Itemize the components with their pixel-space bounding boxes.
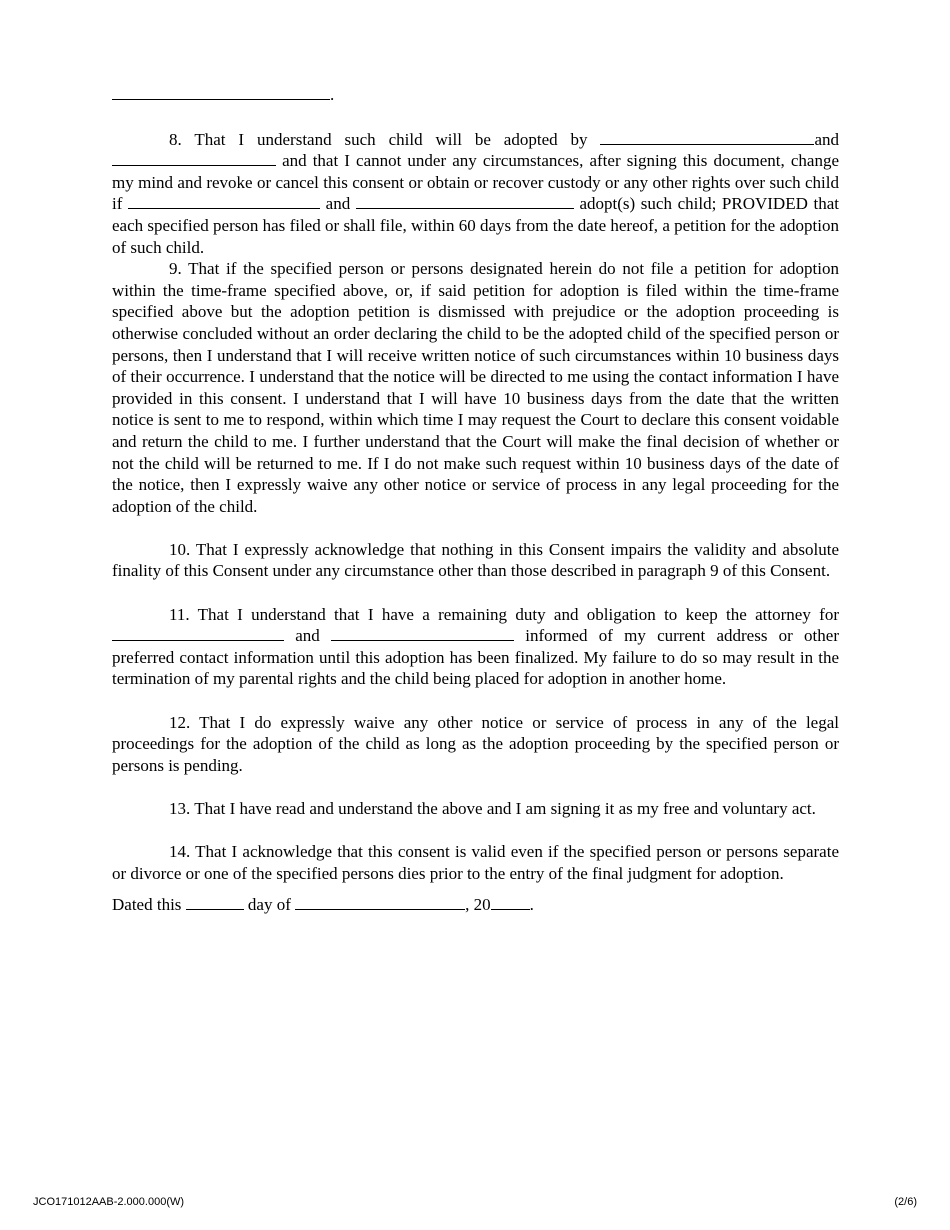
- document-body: [112, 84, 839, 916]
- paragraph-10: 10. That I expressly acknowledge that nothing in this Consent impairs the validity and absolute finality of this Consent under any circumstance other than those described in paragraph 9 of this Consent.: [112, 539, 839, 581]
- year-blank[interactable]: [491, 894, 530, 910]
- paragraph-14: 14. That I acknowledge that this consent is valid even if the specified person or persons separate or divorce or one of the specified persons dies prior to the entry of the final judgment for adoption.: [112, 842, 839, 883]
- adopter-2-name-blank[interactable]: [356, 193, 574, 209]
- continued-line: .: [112, 84, 839, 106]
- paragraph-12: 12. That I do expressly waive any other notice or service of process in any of the legal proceedings for the adoption of the child as long as the adoption proceeding by the specified person or persons is pending.: [112, 712, 839, 775]
- attorney-party-1-blank[interactable]: [112, 625, 284, 641]
- attorney-party-2-blank[interactable]: [331, 625, 514, 641]
- paragraph-11: 11. That I understand that I have a remaining duty and obligation to keep the attorney for and informed of my current address or other preferred contact information until this adoption has been finalized. My failure to do so may result in the termination of my parental rights and the child being placed for adoption in another home.: [112, 604, 839, 689]
- adopter-1-name-blank[interactable]: [128, 193, 320, 209]
- adopter-2-blank[interactable]: [112, 150, 276, 166]
- blank-line[interactable]: [112, 84, 330, 100]
- paragraph-13: 13. That I have read and understand the above and I am signing it as my free and voluntary act.: [169, 799, 816, 818]
- paragraph-9: 9. That if the specified person or persons designated herein do not file a petition for adoption within the time-frame specified above, or, if said petition for adoption is filed within the time-frame specified above but the adoption petition is dismissed with prejudice or the adoption proceeding is otherwise concluded without an order declaring the child to be the adopted child of the specified person or persons, then I understand that I will receive written notice of such circumstances within 10 business days of their occurrence. I understand that the notice will be directed to me using the contact information I have provided in this consent. I understand that I will have 10 business days from the date that the written notice is sent to me to respond, within which time I may request the Court to declare this consent voidable and return the child to me. I further understand that the Court will make the final decision of whether or not the child will be returned to me. If I do not make such request within 10 business days of the date of the notice, then I expressly waive any other notice or service of process in any legal proceeding for the adoption of the child.: [112, 259, 839, 516]
- paragraph-8: 8. That I understand such child will be adopted by and and that I cannot under any circumstances, after signing this document, change my mind and revoke or cancel this consent or obtain or recover custody or any other rights over such child if and adopt(s) such child; PROVIDED that each specified person has filed or shall file, within 60 days from the date hereof, a petition for the adoption of such child.: [112, 129, 839, 257]
- dated-line: Dated this day of , 20 .: [112, 895, 534, 915]
- adopter-1-blank[interactable]: [600, 129, 814, 145]
- month-blank[interactable]: [295, 894, 465, 910]
- page-number: (2/6): [894, 1196, 917, 1208]
- form-code: JCO171012AAB-2.000.000(W): [33, 1196, 185, 1208]
- day-blank[interactable]: [186, 894, 244, 910]
